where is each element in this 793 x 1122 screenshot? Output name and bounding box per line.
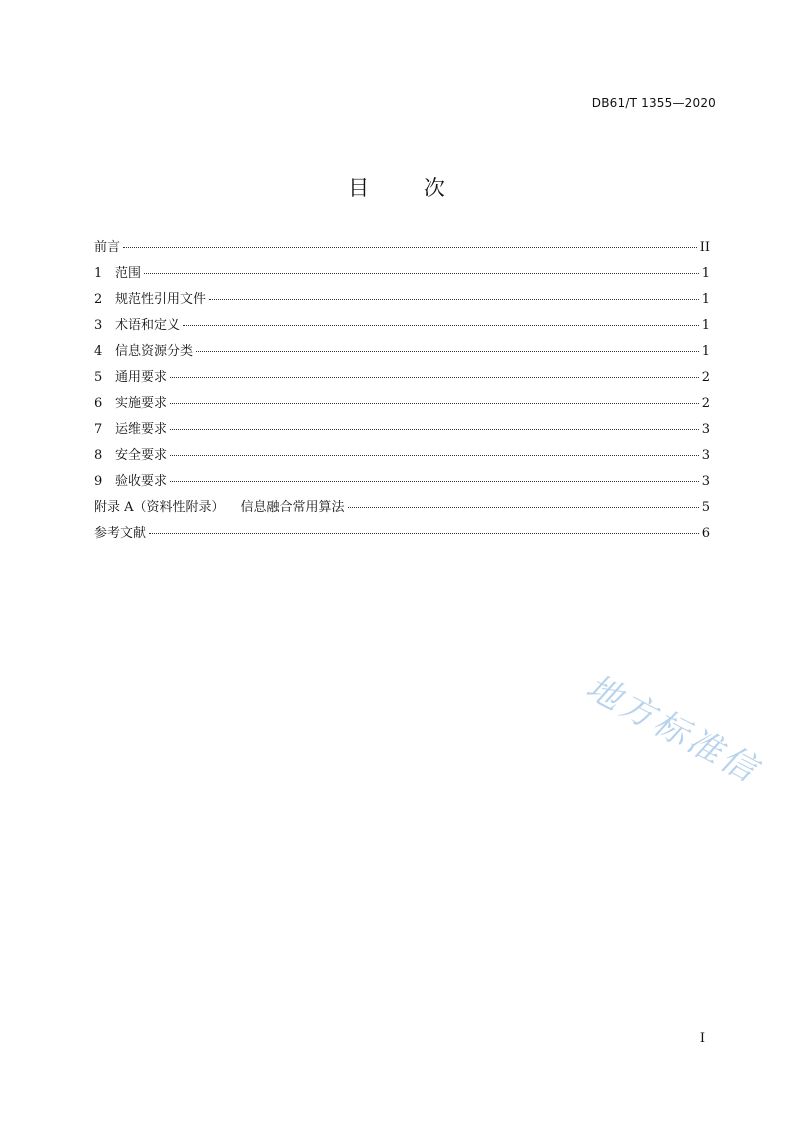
toc-page: 5: [701, 500, 710, 515]
toc-entry-6[interactable]: [94, 392, 710, 418]
title-char-1: 目: [348, 176, 370, 200]
toc-leader: [170, 455, 699, 456]
toc-num: 2: [94, 292, 103, 307]
page-title: [0, 172, 793, 202]
appendix-title: 信息融合常用算法: [240, 500, 345, 515]
title-char-2: 次: [423, 176, 445, 200]
toc-entry-9[interactable]: [94, 470, 710, 496]
toc-num: 6: [94, 396, 103, 411]
toc-label: 信息资源分类: [115, 344, 194, 359]
toc-page: 3: [701, 422, 710, 437]
toc-leader: [123, 247, 697, 248]
toc-page: 1: [701, 266, 710, 281]
toc-entry-5[interactable]: [94, 366, 710, 392]
toc-entry-8[interactable]: [94, 444, 710, 470]
toc-leader: [170, 403, 699, 404]
toc-page: 6: [701, 526, 710, 541]
toc-leader: [149, 533, 699, 534]
toc-label: 前言: [94, 240, 121, 255]
toc-label: 安全要求: [115, 448, 168, 463]
toc-entry-1[interactable]: [94, 262, 710, 288]
toc-entry-appendix-a[interactable]: [94, 496, 710, 522]
toc-page: 1: [701, 344, 710, 359]
toc-leader: [183, 325, 699, 326]
toc-entry-4[interactable]: [94, 340, 710, 366]
appendix-label: 附录 A（资料性附录）: [94, 500, 225, 515]
toc-page: 3: [701, 448, 710, 463]
toc-label: 参考文献: [94, 526, 147, 541]
toc-num: 8: [94, 448, 103, 463]
toc-page: 1: [701, 318, 710, 333]
toc-page: 1: [701, 292, 710, 307]
toc-num: 1: [94, 266, 103, 281]
toc-leader: [196, 351, 699, 352]
toc-num: 7: [94, 422, 103, 437]
toc-leader: [348, 507, 699, 508]
toc-label: 实施要求: [115, 396, 168, 411]
toc-entry-7[interactable]: [94, 418, 710, 444]
watermark: 地方标准信: [579, 667, 767, 792]
toc-num: 5: [94, 370, 103, 385]
toc-leader: [144, 273, 699, 274]
table-of-contents: [94, 236, 710, 548]
toc-page: II: [699, 240, 710, 255]
toc-leader: [209, 299, 699, 300]
toc-leader: [170, 481, 699, 482]
toc-label: [94, 496, 345, 515]
toc-entry-references[interactable]: [94, 522, 710, 548]
toc-entry-foreword[interactable]: [94, 236, 710, 262]
toc-label: 通用要求: [115, 370, 168, 385]
toc-leader: [170, 377, 699, 378]
toc-leader: [170, 429, 699, 430]
toc-entry-3[interactable]: [94, 314, 710, 340]
page-number: I: [699, 1031, 705, 1046]
document-code: DB61/T 1355—2020: [591, 96, 716, 110]
toc-num: 4: [94, 344, 103, 359]
toc-page: 3: [701, 474, 710, 489]
toc-entry-2[interactable]: [94, 288, 710, 314]
toc-label: 范围: [115, 266, 142, 281]
toc-label: 验收要求: [115, 474, 168, 489]
toc-label: 规范性引用文件: [115, 292, 207, 307]
toc-page: 2: [701, 370, 710, 385]
toc-num: 9: [94, 474, 103, 489]
toc-num: 3: [94, 318, 103, 333]
toc-label: 运维要求: [115, 422, 168, 437]
toc-label: 术语和定义: [115, 318, 181, 333]
toc-page: 2: [701, 396, 710, 411]
